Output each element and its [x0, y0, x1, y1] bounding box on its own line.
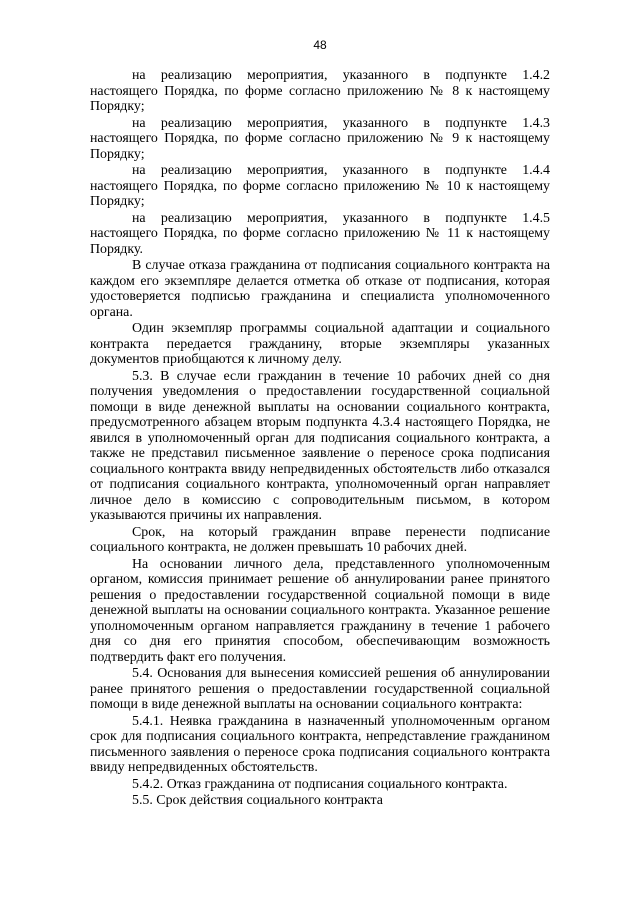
paragraph-3: на реализацию мероприятия, указанного в подпункте 1.4.4 настоящего Порядка, по форме согласно приложению № 10 к настоящему Порядку;	[90, 163, 550, 209]
page-number: 48	[313, 38, 327, 52]
paragraph-4: на реализацию мероприятия, указанного в подпункте 1.4.5 настоящего Порядка, по форме согласно приложению № 11 к настоящему Порядку.	[90, 210, 550, 257]
paragraph-6: Один экземпляр программы социальной адаптации и социального контракта передается гражданину, вторые экземпляры указанных документов приобщаются к личному делу.	[90, 321, 550, 367]
paragraph-8: Срок, на который гражданин вправе перенести подписание социального контракта, не должен превышать 10 рабочих дней.	[90, 524, 550, 555]
paragraph-13: 5.5. Срок действия социального контракта	[132, 793, 383, 808]
paragraph-11: 5.4.1. Неявка гражданина в назначенный уполномоченным органом срок для подписания социального контракта, непредставление гражданином письменного заявления о переносе срока подписания социального контракта ввиду непредвиденных обстоятельств.	[90, 713, 550, 775]
paragraph-1: на реализацию мероприятия, указанного в подпункте 1.4.2 настоящего Порядка, по форме согласно приложению № 8 к настоящему Порядку;	[90, 68, 550, 114]
paragraph-12: 5.4.2. Отказ гражданина от подписания социального контракта.	[132, 776, 508, 792]
paragraph-7: 5.3. В случае если гражданин в течение 10 рабочих дней со дня получения уведомления о предоставлении государственной социальной помощи в виде денежной выплаты на основании социального контракта, предусмотренного абзацем вторым подпункта 4.3.4 настоящего Порядка, не явился в уполномоченный орган для подписания социального контракта, а также не представил письменное заявление о переносе срока подписания социального контракта ввиду непредвиденных обстоятельств либо отказался от подписания социального контракта, уполномоченный орган направляет личное дело в комиссию с сопроводительным письмом, в котором указываются причины их направления.	[90, 368, 550, 523]
paragraph-9: На основании личного дела, представленного уполномоченным органом, комиссия принимает решение об аннулировании ранее принятого решения о предоставлении государственной социальной помощи в виде денежной выплаты на основании социального контракта. Указанное решение уполномоченным органом направляется гражданину в течение 1 рабочего дня со дня его принятия способом, обеспечивающим возможность подтвердить факт его получения.	[90, 556, 550, 665]
paragraph-5: В случае отказа гражданина от подписания социального контракта на каждом его экземпляре делается отметка об отказе от подписания, которая удостоверяется подписью гражданина и специалиста уполномоченного органа.	[90, 258, 550, 320]
paragraph-2: на реализацию мероприятия, указанного в подпункте 1.4.3 настоящего Порядка, по форме согласно приложению № 9 к настоящему Порядку;	[90, 115, 550, 162]
document-body	[90, 68, 550, 810]
paragraph-10: 5.4. Основания для вынесения комиссией решения об аннулировании ранее принятого решения о предоставлении государственной социальной помощи в виде денежной выплаты на основании социального контракта:	[90, 666, 550, 712]
